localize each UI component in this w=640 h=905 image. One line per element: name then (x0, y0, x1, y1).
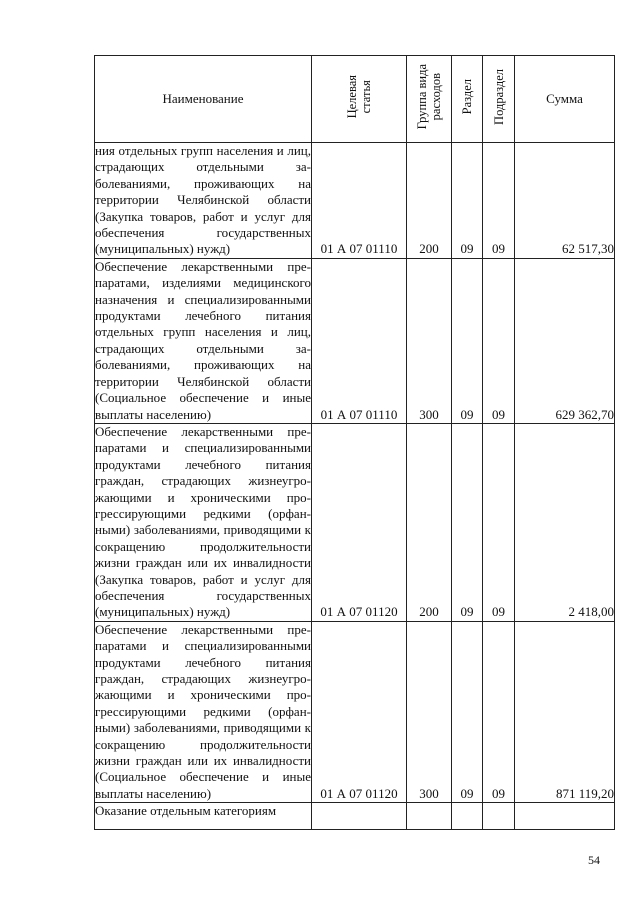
header-amount: Сумма (515, 56, 615, 143)
row-subsection: 09 (483, 423, 515, 621)
header-target: Целевая статья (312, 56, 407, 143)
table-row (95, 803, 615, 830)
row-amount (515, 803, 615, 830)
row-section: 09 (452, 423, 483, 621)
row-section: 09 (452, 621, 483, 802)
row-section: 09 (452, 258, 483, 423)
row-target-code: 01 А 07 01120 (312, 423, 407, 621)
row-name: ния отдельных групп населения и лиц, страдающих отдельными заболеваниями, проживающих на территории Челябинской области (Закупка товаров, работ и услуг для обеспечения государственных (муниципальных) нужд) (95, 143, 311, 257)
row-section: 09 (452, 143, 483, 259)
budget-table (94, 55, 615, 830)
table-header (95, 56, 615, 143)
row-expense-group: 200 (407, 143, 452, 259)
row-expense-group: 300 (407, 621, 452, 802)
row-target-code: 01 А 07 01120 (312, 621, 407, 802)
row-name: Обеспечение лекарственными препаратами и специализированными продуктами лечебного питания граждан, страдающих жизнеугрожающими и хроническими прогрессирующими редкими (орфанными) заболеваниями, приводящими к сокращению продолжительности жизни граждан или их инвалидности (Социальное обеспечение и иные выплаты населению) (95, 621, 311, 801)
row-amount: 871 119,20 (515, 621, 615, 802)
table-row (95, 143, 615, 259)
row-subsection: 09 (483, 258, 515, 423)
page-number: 54 (588, 853, 600, 867)
table-row (95, 423, 615, 621)
row-target-code: 01 А 07 01110 (312, 258, 407, 423)
row-amount: 2 418,00 (515, 423, 615, 621)
table-row (95, 258, 615, 423)
row-section (452, 803, 483, 830)
header-name: Наименование (95, 56, 312, 143)
row-target-code: 01 А 07 01110 (312, 143, 407, 259)
row-expense-group: 200 (407, 423, 452, 621)
row-expense-group: 300 (407, 258, 452, 423)
row-name: Обеспечение лекарственными препаратами и специализированными продуктами лечебного питания граждан, страдающих жизнеугрожающими и хроническими прогрессирующими редкими (орфанными) заболеваниями, приводящими к сокращению продолжительности жизни граждан или их инвалидности (Закупка товаров, работ и услуг для обеспечения государственных (муниципальных) нужд) (95, 423, 311, 620)
row-target-code (312, 803, 407, 830)
row-subsection (483, 803, 515, 830)
header-section: Раздел (452, 56, 483, 143)
row-name: Оказание отдельным категориям (95, 803, 312, 830)
table-row (95, 621, 615, 802)
row-name: Обеспечение лекарственными препаратами, изделиями медицинского назначения и специализированными продуктами лечебного питания отдельных групп населения и лиц, страдающих отдельными заболеваниями, проживающих на территории Челябинской области (Социальное обеспечение и иные выплаты населению) (95, 258, 311, 422)
row-subsection: 09 (483, 621, 515, 802)
row-amount: 629 362,70 (515, 258, 615, 423)
row-amount: 62 517,30 (515, 143, 615, 259)
header-subsection: Подраздел (483, 56, 515, 143)
row-subsection: 09 (483, 143, 515, 259)
row-expense-group (407, 803, 452, 830)
header-expense-group: Группа вида расходов (407, 56, 452, 143)
